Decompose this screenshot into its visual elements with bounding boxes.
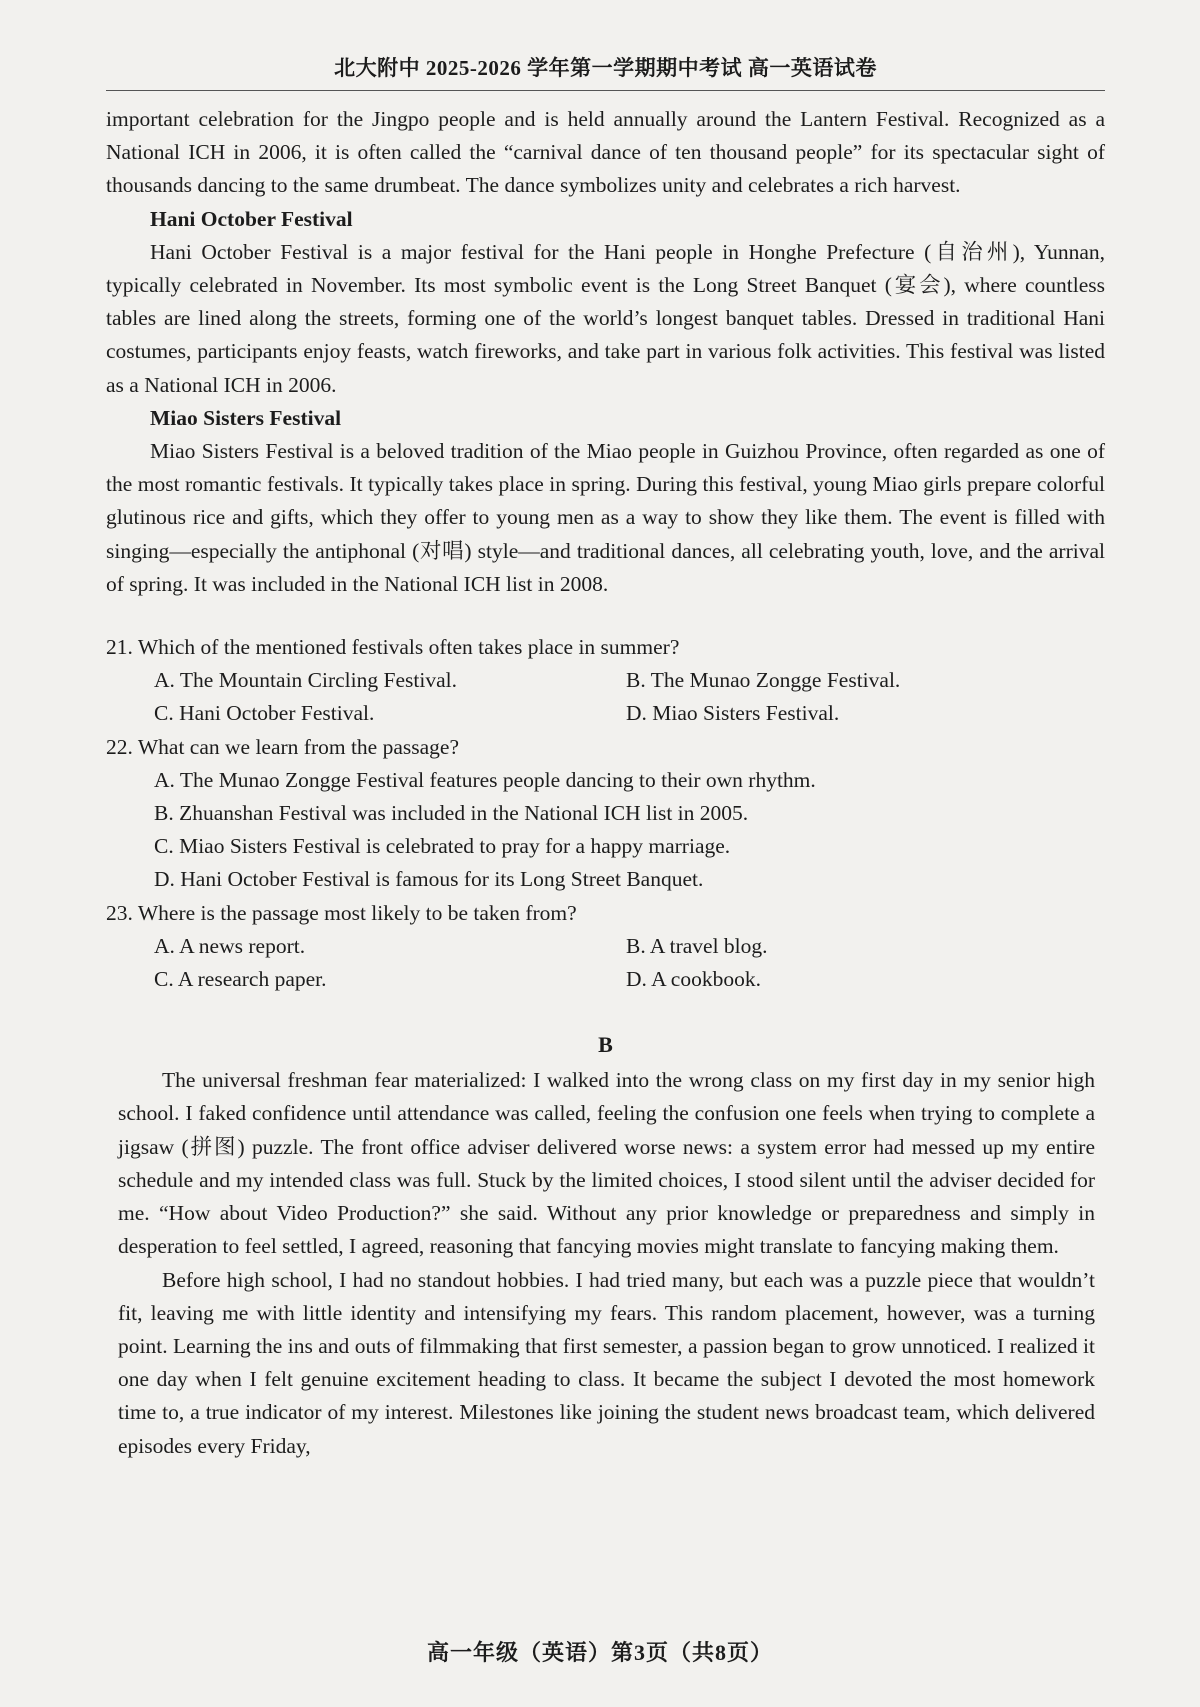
option-list <box>106 764 1105 897</box>
passage-b-title: B <box>598 1032 613 1058</box>
option-c: C. Hani October Festival. <box>154 701 375 726</box>
question-stem: 22. What can we learn from the passage? <box>106 734 460 759</box>
option-b: B. Zhuanshan Festival was included in the National ICH list in 2005. <box>154 801 749 826</box>
passage-b <box>106 1064 1105 1462</box>
option-d: D. A cookbook. <box>626 967 761 992</box>
passage-b-paragraph: The universal freshman fear materialized: I walked into the wrong class on my first day in my senior high school. I faked confidence until attendance was called, feeling the confusion one feels when trying to complete a jigsaw (拼图) puzzle. The front office adviser delivered worse news: a system error had messed up my entire schedule and my intended class was full. Stuck by the limited choices, I stood silent until the adviser decided for me. “How about Video Production?” she said. Without any prior knowledge or preparedness and simply in desperation to feel settled, I agreed, reasoning that fancying movies might translate to fancying making them. <box>118 1068 1095 1259</box>
questions-block <box>106 631 1105 996</box>
option-c: C. A research paper. <box>154 967 327 992</box>
question-stem: 21. Which of the mentioned festivals often takes place in summer? <box>106 635 680 660</box>
option-list <box>106 664 1105 730</box>
question-23 <box>106 897 1105 997</box>
option-a: A. The Mountain Circling Festival. <box>154 668 457 693</box>
option-d: D. Miao Sisters Festival. <box>626 701 840 726</box>
passage-a <box>106 103 1105 601</box>
option-a: A. The Munao Zongge Festival features people dancing to their own rhythm. <box>154 767 816 792</box>
option-b: B. A travel blog. <box>626 933 768 958</box>
question-21 <box>106 631 1105 731</box>
option-list <box>106 930 1105 996</box>
page-footer: 高一年级（英语）第3页（共8页） <box>426 1640 773 1665</box>
option-b: B. The Munao Zongge Festival. <box>626 668 901 693</box>
option-c: C. Miao Sisters Festival is celebrated to pray for a happy marriage. <box>154 834 731 859</box>
passage-a-intro-paragraph: important celebration for the Jingpo people and is held annually around the Lantern Festival. Recognized as a National ICH in 2006, it is often called the “carnival dance of ten thousand people” for its spectacular sight of thousands dancing to the same drumbeat. The dance symbolizes unity and celebrates a rich harvest. <box>106 107 1105 198</box>
page-header: 北大附中 2025-2026 学年第一学期期中考试 高一英语试卷 <box>106 52 1105 91</box>
option-d: D. Hani October Festival is famous for its Long Street Banquet. <box>154 867 704 892</box>
option-a: A. A news report. <box>154 933 306 958</box>
question-22 <box>106 731 1105 897</box>
section-heading-hani: Hani October Festival <box>150 206 353 231</box>
section-heading-miao: Miao Sisters Festival <box>150 405 342 430</box>
passage-b-paragraph: Before high school, I had no standout hobbies. I had tried many, but each was a puzzle piece that wouldn’t fit, leaving me with little identity and intensifying my fears. This random placement, however, was a turning point. Learning the ins and outs of filmmaking that first semester, a passion began to grow unnoticed. I realized it one day when I felt genuine excitement heading to class. It became the subject I devoted the most homework time to, a true indicator of my interest. Milestones like joining the student news broadcast team, which delivered episodes every Friday, <box>118 1267 1095 1458</box>
section-body-hani: Hani October Festival is a major festival for the Hani people in Honghe Prefecture (自治州), Yunnan, typically celebrated in November. Its most symbolic event is the Long Street Banquet (宴会), where countless tables are lined along the streets, forming one of the world’s longest banquet tables. Dressed in traditional Hani costumes, participants enjoy feasts, watch fireworks, and take part in various folk activities. This festival was listed as a National ICH in 2006. <box>106 239 1105 397</box>
question-stem: 23. Where is the passage most likely to be taken from? <box>106 900 577 925</box>
section-body-miao: Miao Sisters Festival is a beloved tradition of the Miao people in Guizhou Province, often regarded as one of the most romantic festivals. It typically takes place in spring. During this festival, young Miao girls prepare colorful glutinous rice and gifts, which they offer to young men as a way to show they like them. The event is filled with singing—especially the antiphonal (对唱) style—and traditional dances, all celebrating youth, love, and the arrival of spring. It was included in the National ICH list in 2008. <box>106 439 1105 596</box>
